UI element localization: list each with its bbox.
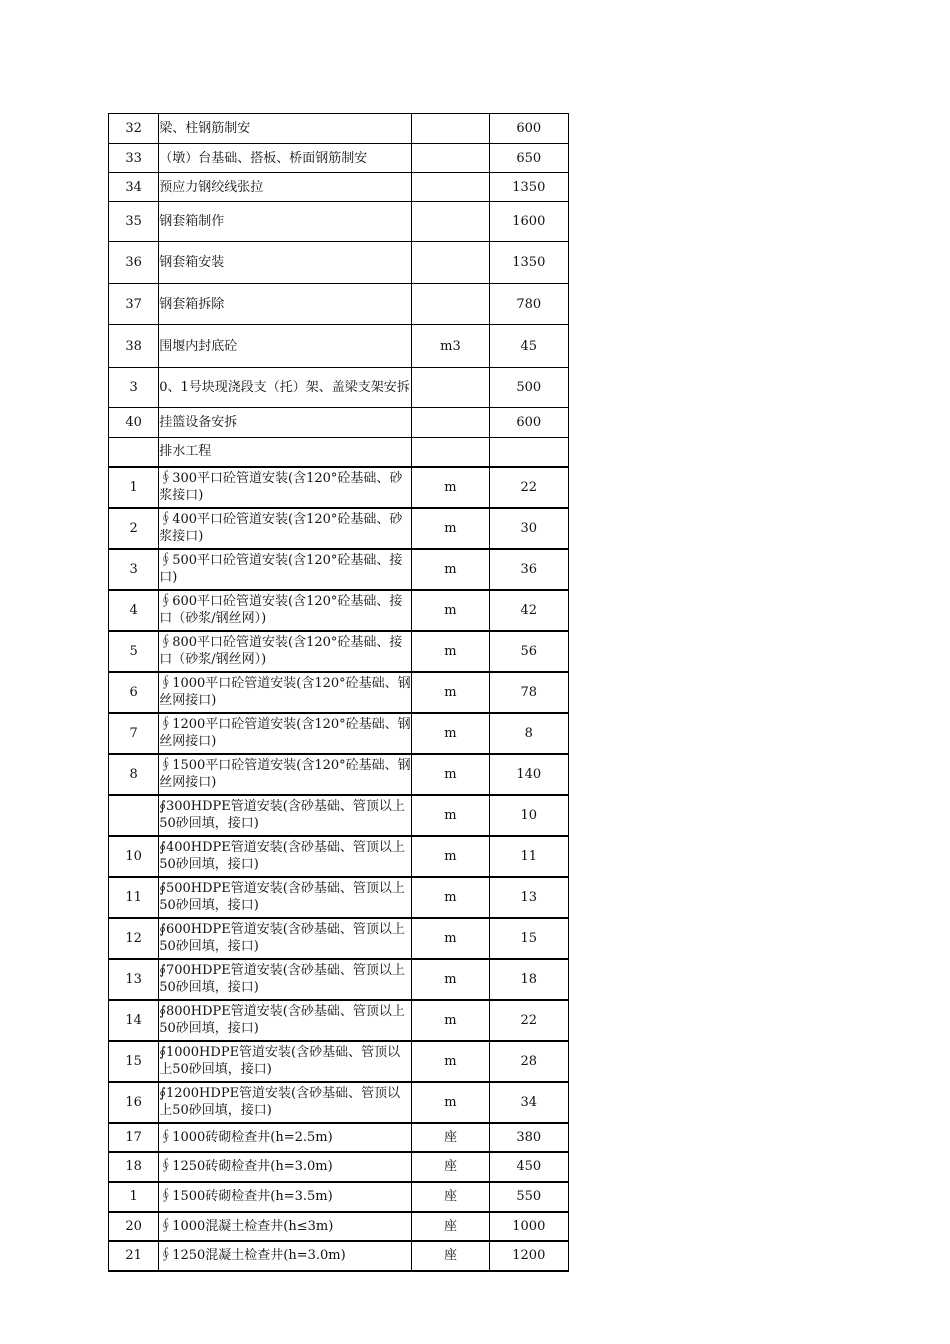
row-number: 14: [109, 1000, 159, 1041]
row-number: [109, 438, 159, 467]
unit-cell: m: [412, 713, 489, 754]
unit-cell: [412, 408, 489, 438]
unit-cell: m: [412, 877, 489, 918]
price-cell: 13: [489, 877, 568, 918]
row-number: 1: [109, 1182, 159, 1212]
price-cell: 780: [489, 284, 568, 325]
unit-cell: 座: [412, 1212, 489, 1241]
item-name: ∮300HDPE管道安装(含砂基础、管顶以上50砂回填，接口): [159, 795, 412, 836]
row-number: 37: [109, 284, 159, 325]
row-number: 32: [109, 114, 159, 144]
unit-cell: m: [412, 795, 489, 836]
table-row: [109, 877, 569, 918]
row-number: 6: [109, 672, 159, 713]
item-name: ∮1000砖砌检查井(h=2.5m): [159, 1123, 412, 1152]
row-number: 15: [109, 1041, 159, 1082]
table-row: [109, 467, 569, 508]
item-name: ∮600平口砼管道安装(含120°砼基础、接口（砂浆/钢丝网）): [159, 590, 412, 631]
unit-cell: m: [412, 918, 489, 959]
unit-cell: m: [412, 467, 489, 508]
unit-cell: [412, 202, 489, 242]
row-number: 33: [109, 144, 159, 173]
item-name: 0、1号块现浇段支（托）架、盖梁支架安拆: [159, 368, 412, 408]
unit-cell: 座: [412, 1182, 489, 1212]
price-cell: 18: [489, 959, 568, 1000]
item-name: ∮800平口砼管道安装(含120°砼基础、接口（砂浆/钢丝网）): [159, 631, 412, 672]
table-row: [109, 795, 569, 836]
row-number: 4: [109, 590, 159, 631]
price-cell: 1200: [489, 1241, 568, 1271]
item-name: ∮500HDPE管道安装(含砂基础、管顶以上50砂回填，接口): [159, 877, 412, 918]
price-cell: 56: [489, 631, 568, 672]
unit-cell: m3: [412, 325, 489, 368]
item-name: ∮1200HDPE管道安装(含砂基础、管顶以上50砂回填，接口): [159, 1082, 412, 1123]
item-name: 钢套箱拆除: [159, 284, 412, 325]
row-number: 35: [109, 202, 159, 242]
table-row: [109, 408, 569, 438]
table-row: [109, 631, 569, 672]
item-name: ∮1000混凝土检查井(h≤3m): [159, 1212, 412, 1241]
price-cell: 1350: [489, 173, 568, 202]
row-number: 36: [109, 242, 159, 284]
row-number: 17: [109, 1123, 159, 1152]
table-row: [109, 1041, 569, 1082]
row-number: 34: [109, 173, 159, 202]
unit-cell: 座: [412, 1123, 489, 1152]
item-name: 钢套箱安装: [159, 242, 412, 284]
row-number: 2: [109, 508, 159, 549]
item-name: ∮400平口砼管道安装(含120°砼基础、砂浆接口): [159, 508, 412, 549]
table-row: [109, 549, 569, 590]
row-number: 5: [109, 631, 159, 672]
table-row: [109, 1241, 569, 1271]
row-number: 21: [109, 1241, 159, 1271]
price-cell: 380: [489, 1123, 568, 1152]
row-number: 38: [109, 325, 159, 368]
table-row: [109, 438, 569, 467]
table-row: [109, 284, 569, 325]
price-cell: 600: [489, 408, 568, 438]
item-name: ∮400HDPE管道安装(含砂基础、管顶以上50砂回填，接口): [159, 836, 412, 877]
item-name: ∮800HDPE管道安装(含砂基础、管顶以上50砂回填，接口): [159, 1000, 412, 1041]
item-name: 排水工程: [159, 438, 412, 467]
price-cell: 30: [489, 508, 568, 549]
table-row: [109, 1082, 569, 1123]
item-name: ∮1200平口砼管道安装(含120°砼基础、钢丝网接口): [159, 713, 412, 754]
table-row: [109, 918, 569, 959]
price-cell: [489, 438, 568, 467]
unit-cell: m: [412, 836, 489, 877]
price-cell: 8: [489, 713, 568, 754]
price-cell: 650: [489, 144, 568, 173]
price-cell: 36: [489, 549, 568, 590]
row-number: 3: [109, 368, 159, 408]
price-cell: 34: [489, 1082, 568, 1123]
unit-cell: [412, 173, 489, 202]
price-cell: 1000: [489, 1212, 568, 1241]
price-cell: 500: [489, 368, 568, 408]
item-name: 挂篮设备安拆: [159, 408, 412, 438]
table-row: [109, 202, 569, 242]
row-number: 3: [109, 549, 159, 590]
table-row: [109, 1182, 569, 1212]
item-name: 梁、柱钢筋制安: [159, 114, 412, 144]
unit-cell: m: [412, 959, 489, 1000]
unit-cell: [412, 114, 489, 144]
item-name: ∮1500砖砌检查井(h=3.5m): [159, 1182, 412, 1212]
item-name: 钢套箱制作: [159, 202, 412, 242]
unit-cell: [412, 368, 489, 408]
price-cell: 10: [489, 795, 568, 836]
row-number: 11: [109, 877, 159, 918]
table-row: [109, 1152, 569, 1182]
unit-cell: [412, 438, 489, 467]
table-row: [109, 590, 569, 631]
item-name: ∮1250混凝土检查井(h=3.0m): [159, 1241, 412, 1271]
price-cell: 22: [489, 467, 568, 508]
table-row: [109, 173, 569, 202]
table-row: [109, 754, 569, 795]
price-cell: 42: [489, 590, 568, 631]
table-row: [109, 836, 569, 877]
item-name: （墩）台基础、搭板、桥面钢筋制安: [159, 144, 412, 173]
price-cell: 1350: [489, 242, 568, 284]
item-name: ∮1000HDPE管道安装(含砂基础、管顶以上50砂回填，接口): [159, 1041, 412, 1082]
row-number: 18: [109, 1152, 159, 1182]
item-name: ∮500平口砼管道安装(含120°砼基础、接口): [159, 549, 412, 590]
row-number: 13: [109, 959, 159, 1000]
table-row: [109, 242, 569, 284]
item-name: ∮1250砖砌检查井(h=3.0m): [159, 1152, 412, 1182]
table-body: [109, 114, 569, 1271]
unit-cell: m: [412, 1000, 489, 1041]
row-number: 1: [109, 467, 159, 508]
price-cell: 600: [489, 114, 568, 144]
price-table: [108, 113, 569, 1272]
unit-cell: m: [412, 754, 489, 795]
row-number: 40: [109, 408, 159, 438]
row-number: 8: [109, 754, 159, 795]
item-name: ∮1000平口砼管道安装(含120°砼基础、钢丝网接口): [159, 672, 412, 713]
price-cell: 45: [489, 325, 568, 368]
price-cell: 450: [489, 1152, 568, 1182]
unit-cell: m: [412, 672, 489, 713]
table-row: [109, 672, 569, 713]
row-number: 7: [109, 713, 159, 754]
unit-cell: m: [412, 549, 489, 590]
table-row: [109, 114, 569, 144]
table-row: [109, 1212, 569, 1241]
table-row: [109, 713, 569, 754]
item-name: 围堰内封底砼: [159, 325, 412, 368]
row-number: 10: [109, 836, 159, 877]
item-name: 预应力钢绞线张拉: [159, 173, 412, 202]
table-row: [109, 508, 569, 549]
price-cell: 1600: [489, 202, 568, 242]
price-cell: 28: [489, 1041, 568, 1082]
unit-cell: [412, 144, 489, 173]
item-name: ∮600HDPE管道安装(含砂基础、管顶以上50砂回填，接口): [159, 918, 412, 959]
row-number: 16: [109, 1082, 159, 1123]
item-name: ∮1500平口砼管道安装(含120°砼基础、钢丝网接口): [159, 754, 412, 795]
unit-cell: m: [412, 1082, 489, 1123]
item-name: ∮300平口砼管道安装(含120°砼基础、砂浆接口): [159, 467, 412, 508]
row-number: 20: [109, 1212, 159, 1241]
price-cell: 550: [489, 1182, 568, 1212]
table-row: [109, 144, 569, 173]
unit-cell: m: [412, 1041, 489, 1082]
price-cell: 11: [489, 836, 568, 877]
unit-cell: m: [412, 590, 489, 631]
price-cell: 78: [489, 672, 568, 713]
row-number: 12: [109, 918, 159, 959]
unit-cell: 座: [412, 1241, 489, 1271]
item-name: ∮700HDPE管道安装(含砂基础、管顶以上50砂回填，接口): [159, 959, 412, 1000]
unit-cell: m: [412, 631, 489, 672]
unit-cell: [412, 242, 489, 284]
row-number: [109, 795, 159, 836]
price-cell: 140: [489, 754, 568, 795]
unit-cell: 座: [412, 1152, 489, 1182]
unit-cell: [412, 284, 489, 325]
table-row: [109, 368, 569, 408]
unit-cell: m: [412, 508, 489, 549]
price-cell: 22: [489, 1000, 568, 1041]
table-row: [109, 1000, 569, 1041]
table-row: [109, 959, 569, 1000]
price-cell: 15: [489, 918, 568, 959]
table-row: [109, 325, 569, 368]
table-row: [109, 1123, 569, 1152]
